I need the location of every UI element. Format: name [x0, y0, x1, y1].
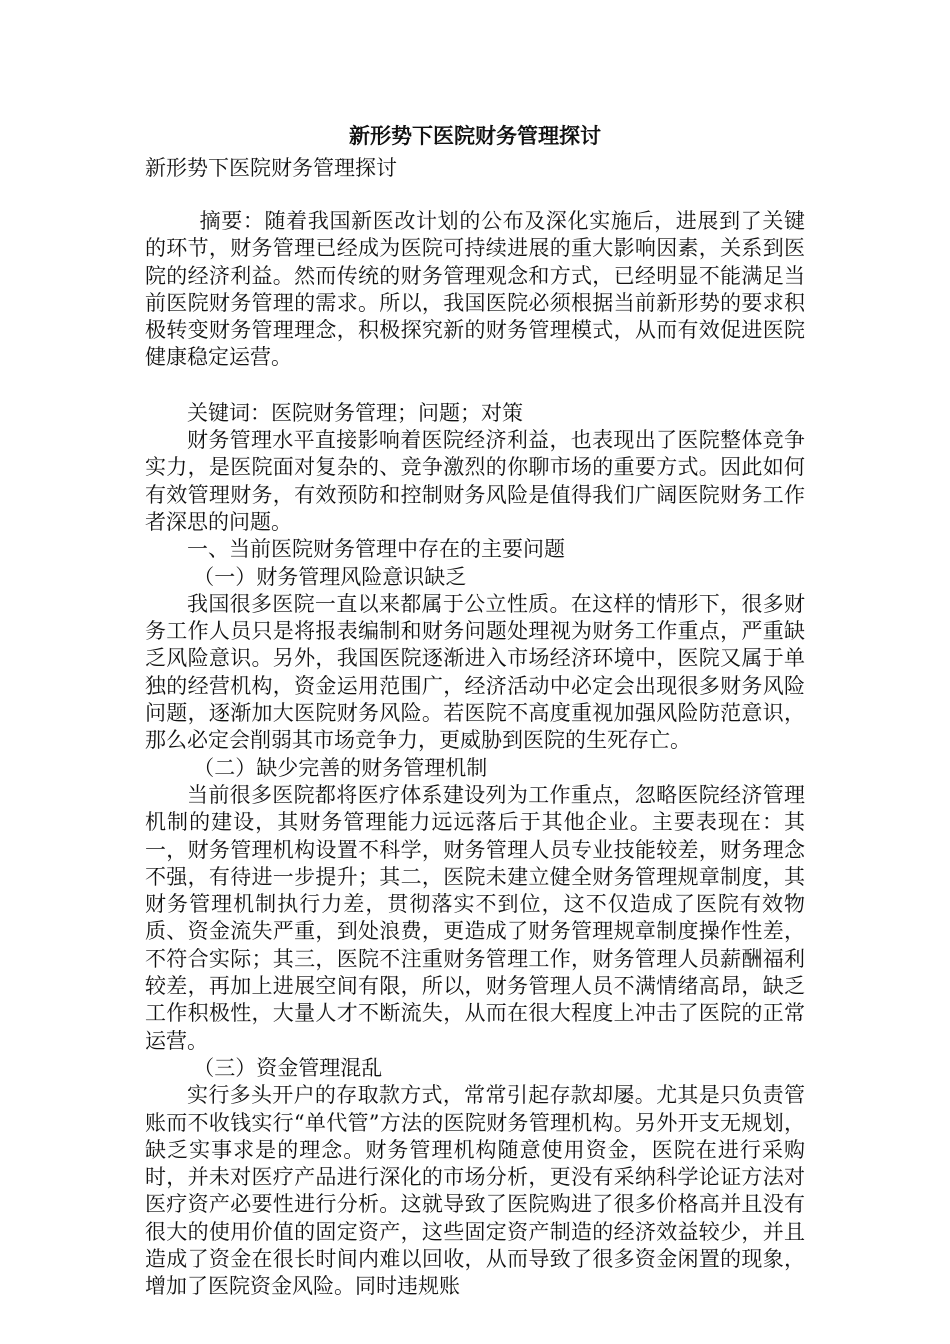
subsection-1-heading: （一）财务管理风险意识缺乏	[193, 564, 467, 589]
section-1-heading: 一、当前医院财务管理中存在的主要问题	[187, 537, 565, 562]
subsection-3-heading: （三）资金管理混乱	[193, 1055, 383, 1080]
subsection-1-paragraph: 我国很多医院一直以来都属于公立性质。在这样的情形下，很多财务工作人员只是将报表编制和财务问题处理视为财务工作重点，严重缺乏风险意识。另外，我国医院逐渐进入市场经济环境中，医院又属于单独的经营机构，资金运用范围广，经济活动中必定会出现很多财务风险问题，逐渐加大医院财务风险。若医院不高度重视加强风险防范意识，那么必定会削弱其市场竞争力，更威胁到医院的生死存亡。	[145, 591, 805, 753]
keywords-line: 关键词：医院财务管理；问题；对策	[187, 400, 523, 425]
subsection-3-paragraph: 实行多头开户的存取款方式，常常引起存款却屡。尤其是只负责管账而不收钱实行“单代管”方法的医院财务管理机构。另外开支无规划，缺乏实事求是的理念。财务管理机构随意使用资金，医院在进行采购时，并未对医疗产品进行深化的市场分析，更没有采纳科学论证方法对医疗资产必要性进行分析。这就导致了医院购进了很多价格高并且没有很大的使用价值的固定资产，这些固定资产制造的经济效益较少，并且造成了资金在很长时间内难以回收，从而导致了很多资金闲置的现象，增加了医院资金风险。同时违规账	[145, 1083, 805, 1299]
document-body	[145, 120, 805, 1301]
document-subtitle: 新形势下医院财务管理探讨	[145, 156, 397, 180]
intro-paragraph: 财务管理水平直接影响着医院经济利益，也表现出了医院整体竞争实力，是医院面对复杂的、竞争激烈的你聊市场的重要方式。因此如何有效管理财务，有效预防和控制财务风险是值得我们广阔医院财务工作者深思的问题。	[145, 428, 805, 534]
document-title: 新形势下医院财务管理探讨	[349, 123, 601, 148]
abstract-paragraph: 摘要：随着我国新医改计划的公布及深化实施后，进展到了关键的环节，财务管理已经成为医院可持续进展的重大影响因素，关系到医院的经济利益。然而传统的财务管理观念和方式，已经明显不能满足当前医院财务管理的需求。所以，我国医院必须根据当前新形势的要求积极转变财务管理理念，积极探究新的财务管理模式，从而有效促进医院健康稳定运营。	[145, 209, 805, 370]
subsection-2-paragraph: 当前很多医院都将医疗体系建设列为工作重点，忽略医院经济管理机制的建设，其财务管理能力远远落后于其他企业。主要表现在：其一，财务管理机构设置不科学，财务管理人员专业技能较差，财务理念不强，有待进一步提升；其二，医院未建立健全财务管理规章制度，其财务管理机制执行力差，贯彻落实不到位，这不仅造成了医院有效物质、资金流失严重，到处浪费，更造成了财务管理规章制度操作性差，不符合实际；其三，医院不注重财务管理工作，财务管理人员薪酬福利较差，再加上进展空间有限，所以，财务管理人员不满情绪高昂，缺乏工作积极性，大量人才不断流失，从而在很大程度上冲击了医院的正常运营。	[145, 782, 805, 1053]
subsection-2-heading: （二）缺少完善的财务管理机制	[193, 755, 488, 780]
